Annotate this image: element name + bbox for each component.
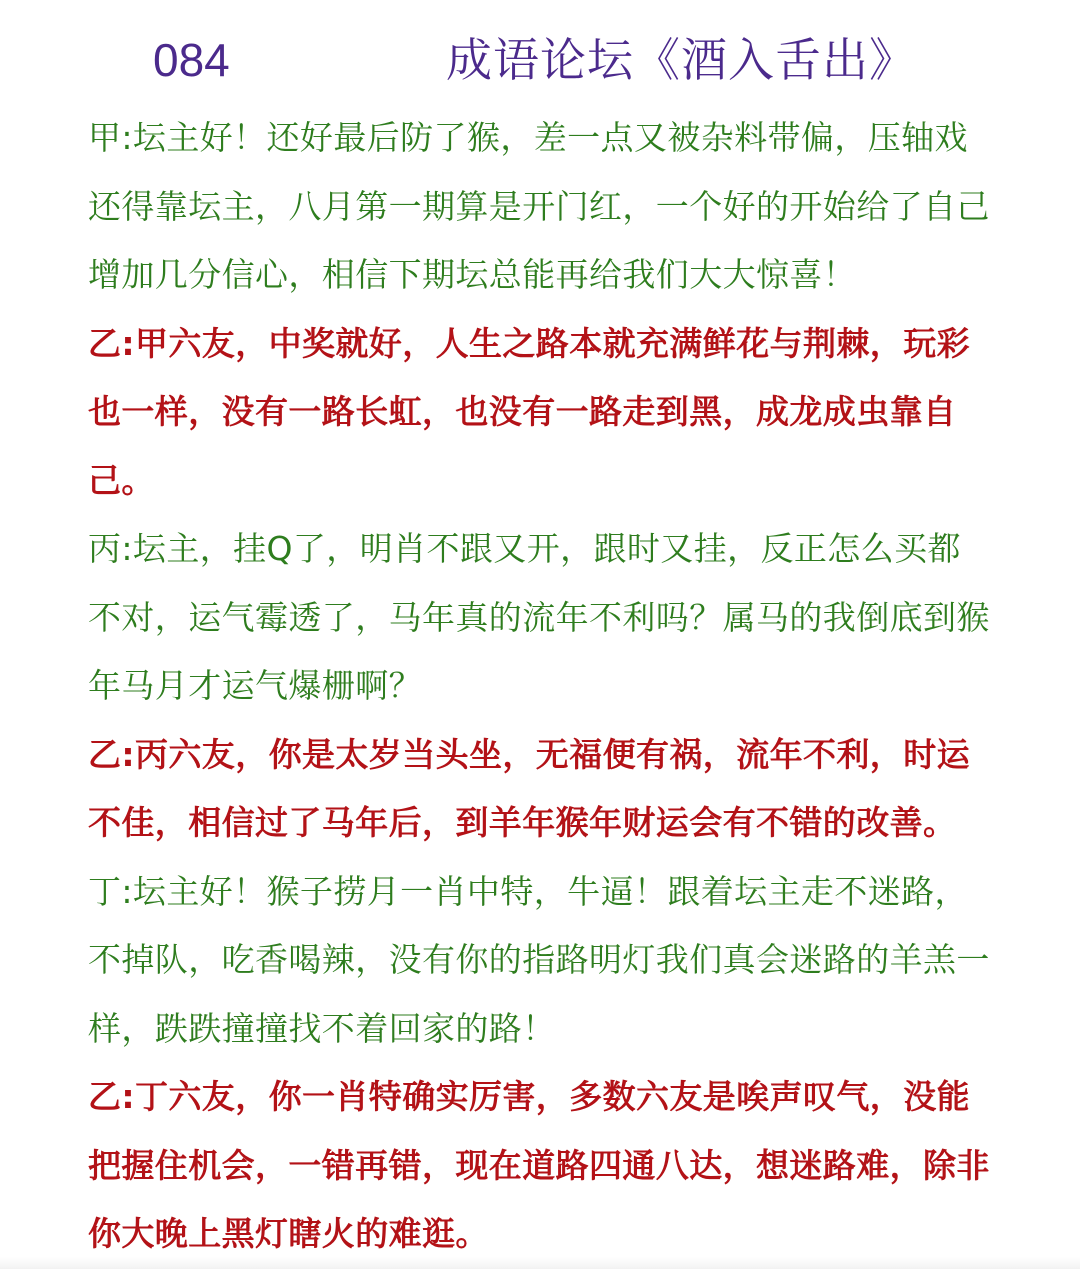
answer-paragraph-jia: 乙:甲六友，中奖就好，人生之路本就充满鲜花与荆棘，玩彩也一样，没有一路长虹，也没有一路走到黑，成龙成虫靠自己。 — [88, 323, 970, 500]
page-title: 成语论坛《酒入舌出》 — [446, 33, 916, 87]
issue-number: 084 — [153, 34, 230, 86]
question-paragraph-jia: 甲:坛主好！还好最后防了猴，差一点又被杂料带偏，压轴戏还得靠坛主，八月第一期算是开门红，一个好的开始给了自己增加几分信心，相信下期坛总能再给我们大大惊喜！ — [88, 118, 990, 294]
question-paragraph-ding: 丁:坛主好！猴子捞月一肖中特，牛逼！跟着坛主走不迷路，不掉队，吃香喝辣，没有你的指路明灯我们真会迷路的羊羔一样，跌跌撞撞找不着回家的路！ — [88, 871, 990, 1048]
answer-paragraph-bing: 乙:丙六友，你是太岁当头坐，无福便有祸，流年不利，时运不佳，相信过了马年后，到羊年猴年财运会有不错的改善。 — [88, 734, 970, 842]
dialogue-body — [88, 104, 993, 1269]
bottom-edge-divider — [0, 1257, 1080, 1269]
question-paragraph-bing: 丙:坛主，挂Q了，明肖不跟又开，跟时又挂，反正怎么买都不对，运气霉透了，马年真的流年不利吗？属马的我倒底到猴年马月才运气爆栅啊？ — [88, 529, 990, 705]
answer-paragraph-ding: 乙:丁六友，你一肖特确实厉害，多数六友是唉声叹气，没能把握住机会，一错再错，现在道路四通八达，想迷路难，除非你大晚上黑灯瞎火的难逛。 — [88, 1077, 990, 1253]
header — [0, 28, 1080, 98]
